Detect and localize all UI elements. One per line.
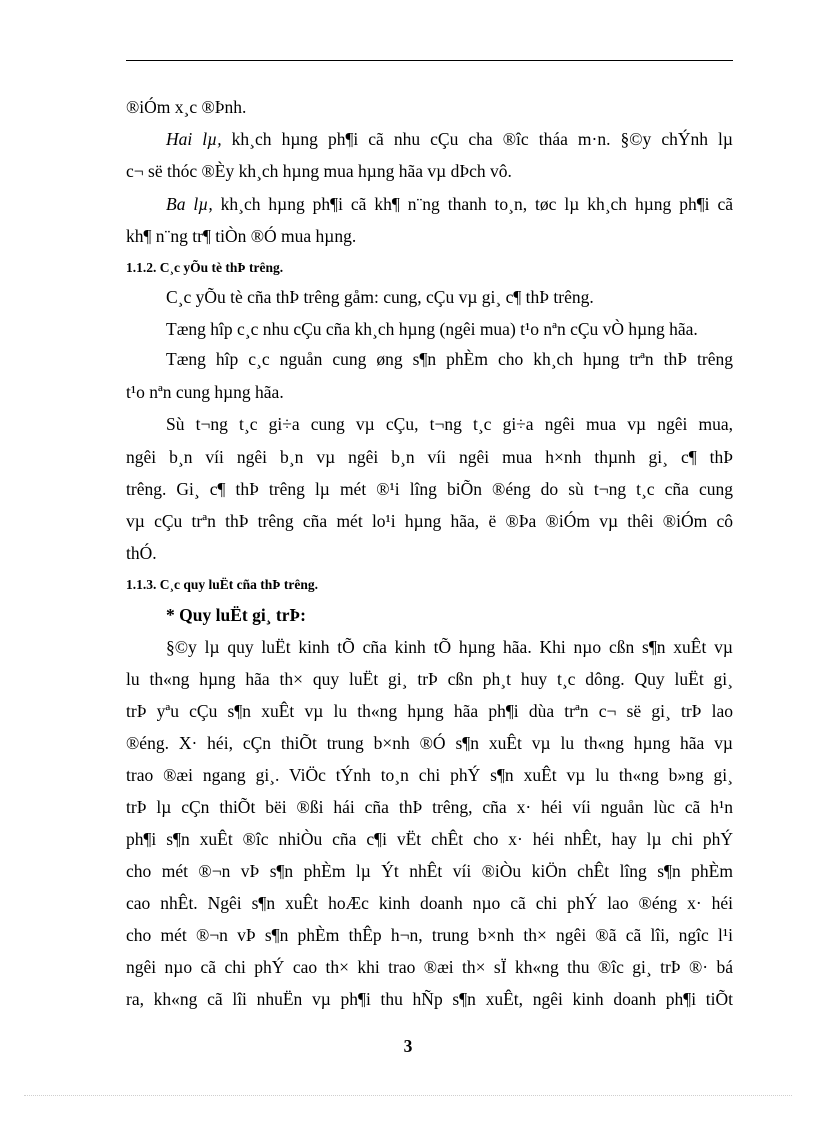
text-line: Sù t¬ng t¸c gi÷a cung vµ cÇu, t¬ng t¸c gi÷a ngêi mua vµ ngêi mua, [166,414,733,434]
text-line: trêng. Gi¸ c¶ thÞ trêng lµ mét ®¹i lîng biÕn ®éng do sù t¬ng t¸c cña cung [126,479,733,499]
text-line: cho mét ®¬n vÞ s¶n phÈm lµ Ýt nhÊt víi ®iÒu kiÖn chÊt lîng s¶n phÈm [126,861,733,881]
header-rule [126,60,733,61]
text-line: ngêi b¸n víi ngêi b¸n vµ ngêi b¸n víi ngêi mua h×nh thµnh gi¸ c¶ thÞ [126,447,733,467]
text-line: lu th«ng hµng hãa th× quy luËt gi¸ trÞ cßn ph¸t huy t¸c dông. Quy luËt gi¸ [126,669,733,689]
text-line: ®iÓm x¸c ®Þnh. [126,97,247,117]
text-line: c¬ së thóc ®Èy kh¸ch hµng mua hµng hãa vµ dÞch vô. [126,161,512,181]
text-line: ra, kh«ng cã lîi nhuËn vµ ph¶i thu hÑp s¶n xuÊt, ngêi kinh doanh ph¶i tiÕt [126,989,733,1009]
section-heading: 1.1.2. C¸c yÕu tè thÞ trêng. [126,260,284,275]
text-line: Tæng hîp c¸c nguån cung øng s¶n phÈm cho kh¸ch hµng trªn thÞ trêng [166,349,733,369]
text-line: C¸c yÕu tè cña thÞ trêng gåm: cung, cÇu vµ gi¸ c¶ thÞ trêng. [166,287,594,307]
text-line: §©y lµ quy luËt kinh tÕ cña kinh tÕ hµng hãa. Khi nµo cßn s¶n xuÊt vµ [166,637,733,657]
page-edge-rule [24,1095,792,1096]
text-line: trao ®æi ngang gi¸. ViÖc tÝnh to¸n chi phÝ s¶n xuÊt vµ lu th«ng b»ng gi¸ [126,765,733,785]
text-line: trÞ lµ cÇn thiÕt bëi ®ßi hái cña thÞ trêng, cña x· héi víi nguån lùc cã h¹n [126,797,733,817]
subsection-heading: * Quy luËt gi¸ trÞ: [166,605,306,625]
ordinal-lead: Hai lµ, [166,129,222,149]
text-line: Tæng hîp c¸c nhu cÇu cña kh¸ch hµng (ngêi mua) t¹o nªn cÇu vÒ hµng hãa. [166,319,698,339]
ordinal-lead: Ba lµ, [166,194,213,214]
text-line: ngêi nµo cã chi phÝ cao th× khi trao ®æi th× sÏ kh«ng thu ®îc gi¸ trÞ ®· bá [126,957,733,977]
text-line: kh¶ n¨ng tr¶ tiÒn ®Ó mua hµng. [126,226,357,246]
text-line: t¹o nªn cung hµng hãa. [126,382,284,402]
text-line: thÓ. [126,543,157,563]
text-line: vµ cÇu trªn thÞ trêng cña mét lo¹i hµng hãa, ë ®Þa ®iÓm vµ thêi ®iÓm cô [126,511,733,531]
text-line: Hai lµ, kh¸ch hµng ph¶i cã nhu cÇu cha ®îc tháa m·n. §©y chÝnh lµ [166,129,733,149]
text-line: ®éng. X· héi, cÇn thiÕt trung b×nh ®Ó s¶n xuÊt vµ lu th«ng hµng hãa vµ [126,733,733,753]
text-line: cho mét ®¬n vÞ s¶n phÈm thÊp h¬n, trung b×nh th× ngêi ®ã cã lîi, ngîc l¹i [126,925,733,945]
text-line: Ba lµ, kh¸ch hµng ph¶i cã kh¶ n¨ng thanh to¸n, tøc lµ kh¸ch hµng ph¶i cã [166,194,733,214]
text-line: cao nhÊt. Ngêi s¶n xuÊt hoÆc kinh doanh nµo cã chi phÝ lao ®éng x· héi [126,893,733,913]
text-line: trÞ yªu cÇu s¶n xuÊt vµ lu th«ng hµng hãa ph¶i dùa trªn c¬ së gi¸ trÞ lao [126,701,733,721]
section-heading: 1.1.3. C¸c quy luËt cña thÞ trêng. [126,577,318,592]
page-number: 3 [403,1036,413,1056]
text-line: ph¶i s¶n xuÊt ®îc nhiÒu cña c¶i vËt chÊt cho x· héi nhÊt, hay lµ chi phÝ [126,829,733,849]
